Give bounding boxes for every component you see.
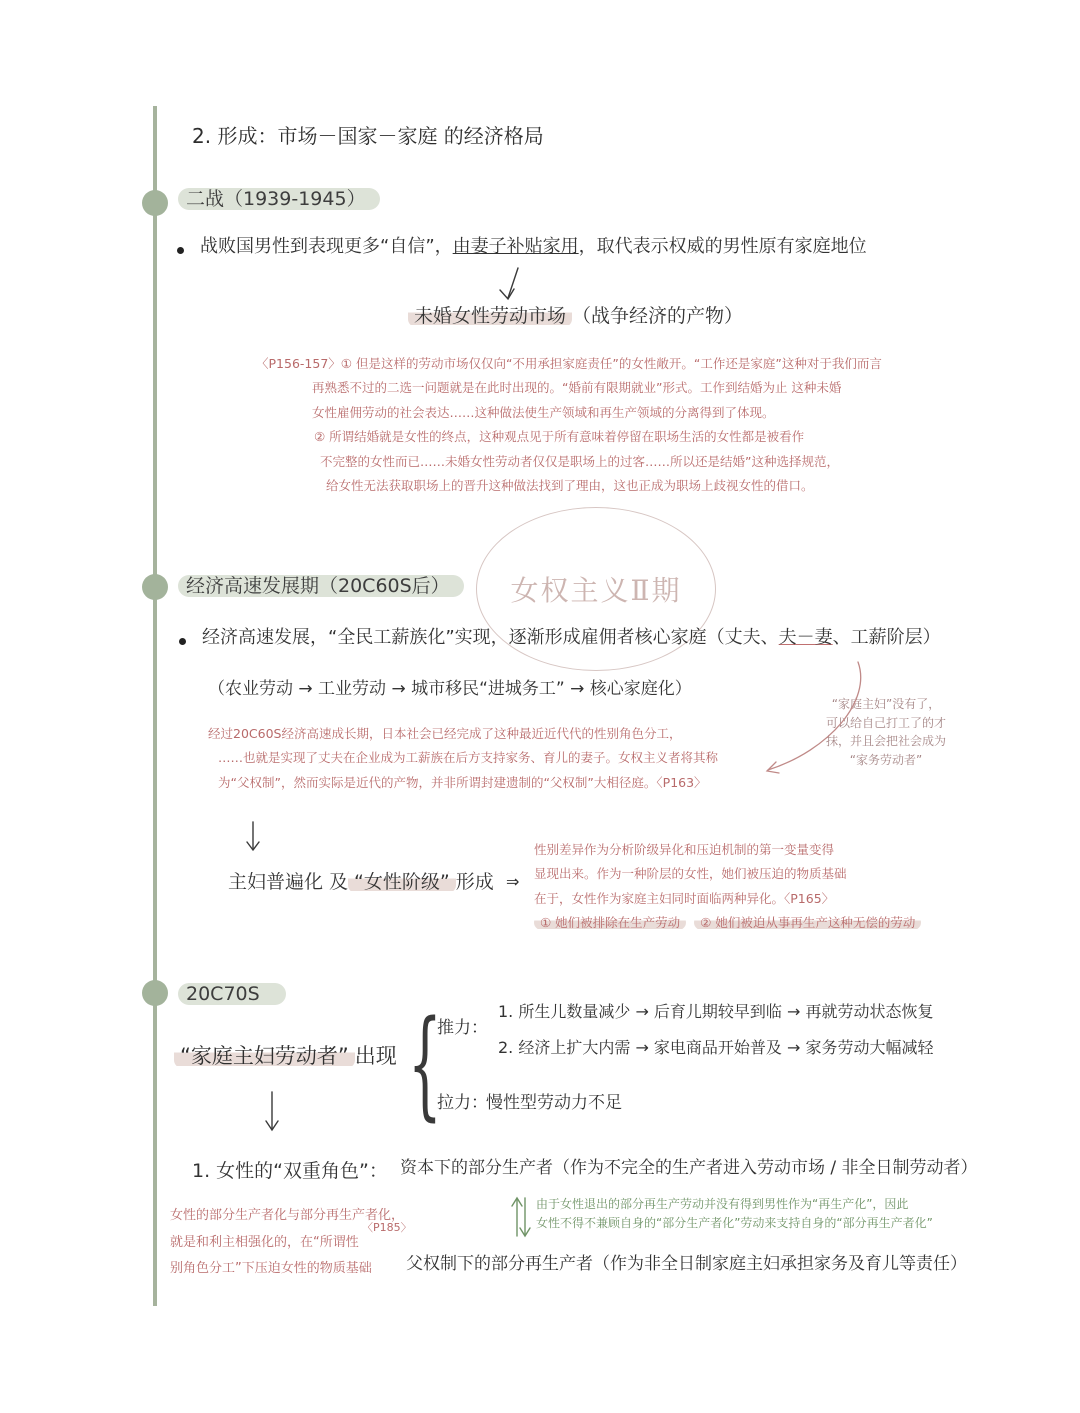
arrow-head [266, 1121, 278, 1130]
dual-role-capital: 资本下的部分生产者（作为不完全的生产者进入劳动市场 / 非全日制劳动者） [400, 1158, 978, 1178]
timeline-dot-growth [142, 574, 168, 600]
pull-label: 拉力： [437, 1093, 488, 1113]
push-item-2: 2. 经济上扩大内需 → 家电商品开始普及 → 家务劳动大幅减轻 [498, 1038, 934, 1057]
growth-flow: （农业劳动 → 工业劳动 → 城市移民“进城务工” → 核心家庭化） [208, 679, 692, 699]
section-heading-ww2: 二战（1939-1945） [178, 188, 380, 212]
arrow-head [247, 842, 259, 850]
implies-symbol: ⇒ [506, 872, 520, 891]
dual-role-title: 1. 女性的“双重角色”： [192, 1160, 388, 1182]
brace-symbol: { [408, 994, 442, 1132]
arrow-head [520, 1228, 530, 1236]
timeline-dot-ww2 [142, 190, 168, 216]
push-label: 推力： [437, 1018, 488, 1038]
growth-result-note: 性别差异作为分析阶级异化和压迫机制的第一变量变得 显现出来。作为一种阶层的女性，她们被压迫的物质基础 在于，女性作为家庭主妇同时面临两种异化。〈P165〉 ① 她们被排除在生产劳动 ② 她们被迫从事再生产这种无偿的劳动 [534, 838, 921, 936]
section-heading-70s: 20C70S [178, 983, 286, 1007]
growth-red-note: 经过20C60S经济高速成长期，日本社会已经完成了这种最近近代代的性别角色分工， ……也就是实现了丈夫在企业成为工薪族在后方支持家务、育儿的妻子。女权主义者将其称 为“父权制”，然而实际是近代的产物，并非所谓封建遗制的“父权制”大相径庭。〈P163〉 [208, 726, 719, 790]
growth-bullet-text: 经济高速发展，“全民工薪族化”实现，逐渐形成雇佣者核心家庭（丈夫、夫－妻、工薪阶层） [202, 627, 941, 648]
ww2-sub-point: 未婚女性劳动市场 （战争经济的产物） [408, 305, 743, 329]
s70-subject: “家庭主妇劳动者” 出现 [174, 1043, 397, 1069]
bullet-dot [179, 638, 186, 645]
growth-side-note: “家庭主妇”没有了， 可以给自己打工了的才 抹，并且会把社会成为 “家务劳动者” [826, 697, 947, 767]
dual-role-patriarchy: 父权制下的部分再生产者（作为非全日制家庭主妇承担家务及育儿等责任） [406, 1254, 967, 1274]
watermark-stamp: 女权主义Ⅱ期 [476, 507, 716, 671]
green-note: 由于女性退出的部分再生产劳动并没有得到男性作为“再生产化”，因此 女性不得不兼顾自身的“部分生产者化”劳动来支持自身的“部分再生产者化” [536, 1197, 933, 1231]
ww2-bullet-text: 战败国男性到表现更多“自信”，由妻子补贴家用，取代表示权威的男性原有家庭地位 [200, 236, 867, 257]
arrow-head [767, 762, 779, 773]
timeline-dot-70s [142, 980, 168, 1006]
arrow-down-ww2 [508, 268, 518, 298]
arrow-head [512, 1198, 522, 1206]
page-title: 2. 形成：市场－国家－家庭 的经济格局 [192, 124, 544, 148]
left-red-note: 女性的部分生产者化与部分再生产者化， 就是和利主相强化的，在“所谓性 别角色分工”下压迫女性的物质基础 [170, 1208, 405, 1277]
timeline-line [153, 106, 157, 1306]
pull-item: 慢性型劳动力不足 [486, 1093, 622, 1113]
ww2-red-note: 〈P156-157〉① 但是这样的劳动市场仅仅向“不用承担家庭责任”的女性敞开。“工作还是家庭”这种对于我们而言 再熟悉不过的二选一问题就是在此时出现的。“婚前有限期就业”形式。工作到结婚为止 这种未婚 女性雇佣劳动的社会表达……这种做法使生产领域和再生产领域的分离得到了体现。 ② 所谓结婚就是女性的终点，这种观点见于所有意味着停留在职场生活的女性都是被看作 不完整的女性而已……未婚女性劳动者仅仅是职场上的过客……所以还是结婚”这种选择规范， 给女性无法获取职场上的晋升这种做法找到了理由，这也正成为职场上歧视女性的借口。 [256, 356, 882, 493]
arrow-head [500, 289, 514, 299]
growth-result: 主妇普遍化 及 “女性阶级” 形成 [228, 871, 494, 893]
bullet-dot [177, 247, 184, 254]
push-item-1: 1. 所生儿数量减少 → 后育儿期较早到临 → 再就劳动状态恢复 [498, 1002, 934, 1021]
left-note-ref: 〈P185〉 [362, 1221, 412, 1234]
section-heading-growth: 经济高速发展期（20C60S后） [178, 575, 464, 599]
